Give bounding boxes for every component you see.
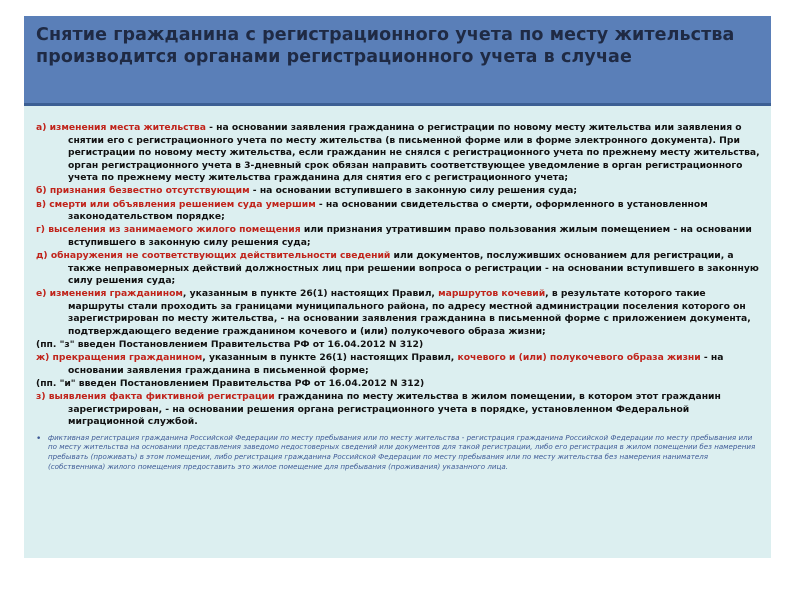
footnote [36,433,761,472]
item-text: - на основании свидетельства о смерти, оформленного в установленном законодательством порядке; [68,198,708,223]
list-item [36,199,761,224]
list-item [36,288,761,338]
item-label: б) признания безвестно отсутствующим [36,185,250,197]
title-bar [24,16,771,106]
list-item [36,185,761,198]
list-item [36,391,761,429]
item-text: , указанным в пункте 26(1) настоящих Правил, [182,288,439,300]
item-text: , указанным в пункте 26(1) настоящих Правил, [202,352,458,364]
item-label: а) изменения места жительства [36,122,206,133]
item-label-secondary: маршрутов кочевий [438,288,546,300]
item-text-secondary: - на основании заявления гражданина в письменной форме; [68,352,724,376]
item-label: е) изменения гражданином [36,288,183,300]
item-label: ж) прекращения гражданином [36,352,203,364]
item-label: г) выселения из занимаемого жилого помещения [36,224,301,236]
slide-title: Снятие гражданина с регистрационного учета по месту жительства производится органами регистрационного учета в случае [36,25,735,67]
item-text: - на основании заявления гражданина о регистрации по новому месту жительства или заявления о снятии его с регистрационного учета по месту жительства (в письменной форме или в форме электронного документа). При регистрации по новому месту жительства, если гражданин не снялся с регистрационного учета по прежнему месту жительства, орган регистрационного учета в 3-дневный срок обязан направить соответствующее уведомление в орган регистрационного учета по прежнему месту жительства гражданина для снятия его с регистрационного учета; [68,122,760,184]
footnote-text: фиктивная регистрация гражданина Российской Федерации по месту пребывания или по месту жительства - регистрация гражданина Российской Федерации по месту пребывания или по месту жительства на основании представления заведомо недостоверных сведений или документов для такой регистрации, либо его регистрация в жилом помещении без намерения пребывать (проживать) в этом помещении, либо регистрация гражданина Российской Федерации по месту пребывания или по месту жительства без намерения нанимателя (собственника) жилого помещения предоставить это жилое помещение для пребывания (проживания) указанного лица. [48,432,756,471]
item-text: гражданина по месту жительства в жилом помещении, в котором этот гражданин зарегистрирован, - на основании решения органа регистрационного учета в порядке, установленном Федеральной миграционной службой. [68,390,721,428]
amendment-note: (пп. "и" введен Постановлением Правительства РФ от 16.04.2012 N 312) [36,377,425,389]
item-label: з) выявления факта фиктивной регистрации [36,390,275,402]
list-item [36,122,761,185]
item-label: в) смерти или объявления решением суда умершим [36,198,316,210]
item-label: д) обнаружения не соответствующих действительности сведений [36,249,391,261]
list-item [36,250,761,288]
content-panel [24,106,771,558]
item-label-secondary: кочевого и (или) полукочевого образа жизни [457,352,701,364]
item-text-secondary: , в результате которого такие маршруты стали проходить за границами муниципального района, по адресу местной администрации поселения которого он зарегистрирован по месту жительства, - на основании заявления гражданина в письменной форме с приложением документа, подтверждающего ведение гражданином кочевого и (или) полукочевого образа жизни; [68,288,751,337]
bullet-icon: • [36,433,42,444]
list-item [36,352,761,377]
item-text: или признания утратившим право пользования жилым помещением - на основании вступившего в законную силу решения суда; [68,224,752,248]
item-text: - на основании вступившего в законную силу решения суда; [249,185,578,197]
list-item [36,224,761,249]
item-text: или документов, послуживших основанием для регистрации, а также неправомерных действий должностных лиц при решении вопроса о регистрации - на основании вступившего в законную силу решения суда; [68,249,759,287]
amendment-note: (пп. "з" введен Постановлением Правительства РФ от 16.04.2012 N 312) [36,339,424,351]
